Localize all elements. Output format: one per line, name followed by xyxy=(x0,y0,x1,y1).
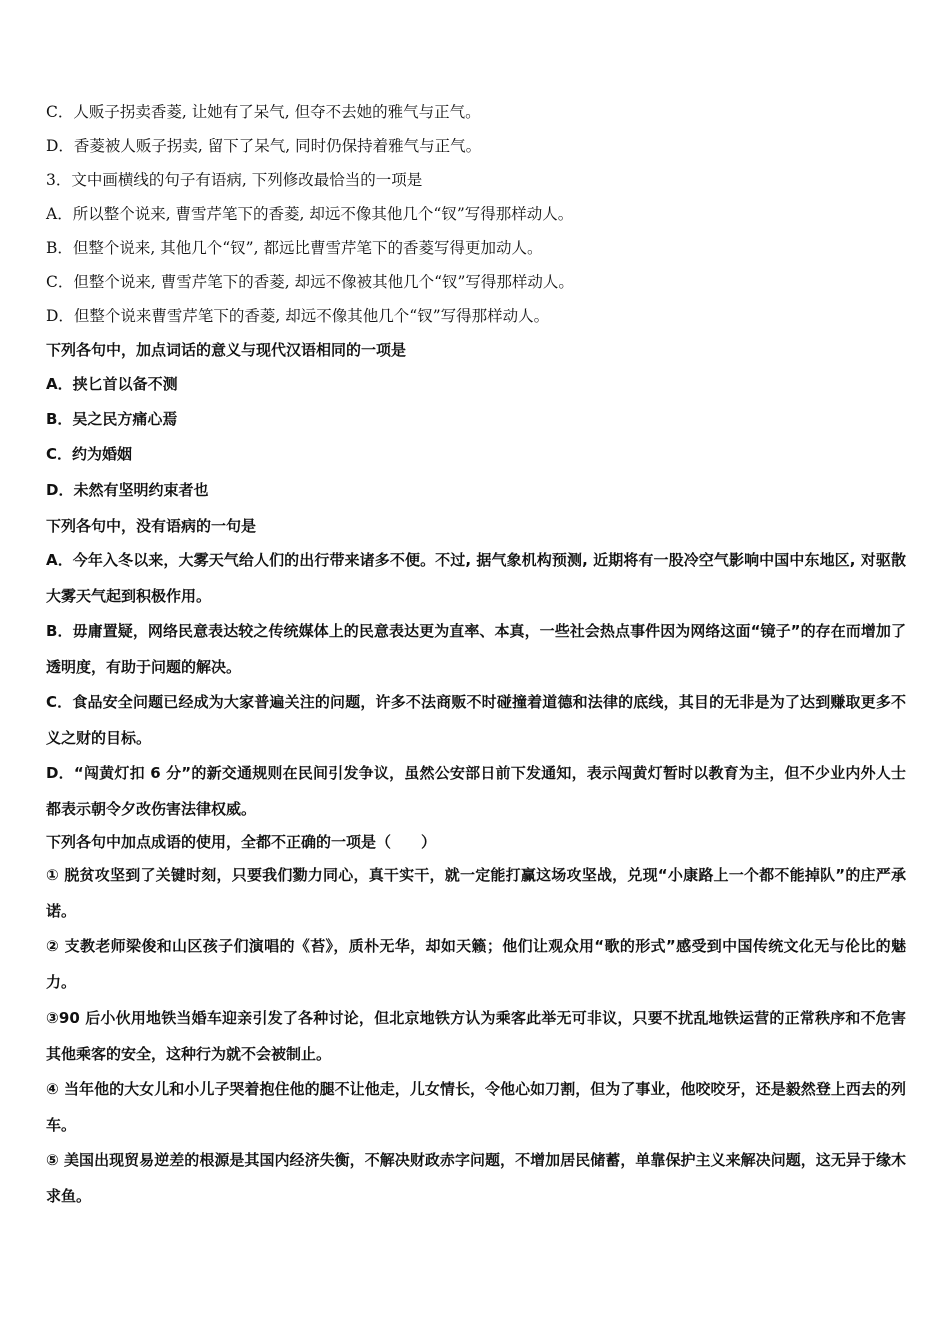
idioms-question: 下列各句中加点成语的使用，全都不正确的一项是（ ） xyxy=(46,833,437,851)
grammar-option-a: A．今年入冬以来，大雾天气给人们的出行带来诸多不便。不过, 据气象机构预测, 近期将有一股冷空气影响中国中东地区, 对驱散大雾天气起到积极作用。 xyxy=(46,551,906,605)
q3-option-b: B．但整个说来, 其他几个“钗”, 都远比曹雪芹笔下的香菱写得更加动人。 xyxy=(46,239,543,257)
q3-question: 3．文中画横线的句子有语病, 下列修改最恰当的一项是 xyxy=(46,171,423,189)
idioms-item-5: ⑤ 美国出现贸易逆差的根源是其国内经济失衡，不解决财政赤字问题，不增加居民储蓄，单靠保护主义来解决问题，这无异于缘木求鱼。 xyxy=(46,1151,906,1205)
grammar-question: 下列各句中，没有语病的一句是 xyxy=(46,517,257,535)
q3-option-d: D．但整个说来曹雪芹笔下的香菱, 却远不像其他几个“钗”写得那样动人。 xyxy=(46,307,550,325)
idioms-item-3: ③90 后小伙用地铁当婚车迎亲引发了各种讨论，但北京地铁方认为乘客此举无可非议，只要不扰乱地铁运营的正常秩序和不危害其他乘客的安全，这种行为就不会被制止。 xyxy=(46,1009,906,1063)
q3-option-a: A．所以整个说来, 曹雪芹笔下的香菱, 却远不像其他几个“钗”写得那样动人。 xyxy=(46,205,574,223)
q3-option-c: C．但整个说来, 曹雪芹笔下的香菱, 却远不像被其他几个“钗”写得那样动人。 xyxy=(46,273,574,291)
grammar-option-c: C．食品安全问题已经成为大家普遍关注的问题，许多不法商贩不时碰撞着道德和法律的底线，其目的无非是为了达到赚取更多不义之财的目标。 xyxy=(46,693,906,747)
words-option-b: B．吴之民方痛心焉 xyxy=(46,410,178,428)
grammar-option-d: D．“闯黄灯扣 6 分”的新交通规则在民间引发争议，虽然公安部日前下发通知，表示闯黄灯暂时以教育为主，但不少业内外人士都表示朝令夕改伤害法律权威。 xyxy=(46,764,906,818)
idioms-item-4: ④ 当年他的大女儿和小儿子哭着抱住他的腿不让他走，儿女情长，令他心如刀割，但为了事业，他咬咬牙，还是毅然登上西去的列车。 xyxy=(46,1080,906,1134)
idioms-item-2: ② 支教老师梁俊和山区孩子们演唱的《苔》，质朴无华，却如天籁；他们让观众用“歌的形式”感受到中国传统文化无与伦比的魅力。 xyxy=(46,937,906,991)
words-question: 下列各句中，加点词话的意义与现代汉语相同的一项是 xyxy=(46,341,407,359)
idioms-item-1: ① 脱贫攻坚到了关键时刻，只要我们勠力同心，真干实干，就一定能打赢这场攻坚战，兑现“小康路上一个都不能掉队”的庄严承诺。 xyxy=(46,866,906,920)
words-option-c: C．约为婚姻 xyxy=(46,445,133,463)
grammar-option-b: B．毋庸置疑，网络民意表达较之传统媒体上的民意表达更为直率、本真，一些社会热点事件因为网络这面“镜子”的存在而增加了透明度，有助于问题的解决。 xyxy=(46,622,906,676)
q3-prev-option-d: D．香菱被人贩子拐卖, 留下了呆气, 同时仍保持着雅气与正气。 xyxy=(46,137,482,155)
q3-prev-option-c: C．人贩子拐卖香菱, 让她有了呆气, 但夺不去她的雅气与正气。 xyxy=(46,103,481,121)
words-option-d: D．未然有坚明约束者也 xyxy=(46,481,209,499)
words-option-a: A．挟匕首以备不测 xyxy=(46,375,178,393)
